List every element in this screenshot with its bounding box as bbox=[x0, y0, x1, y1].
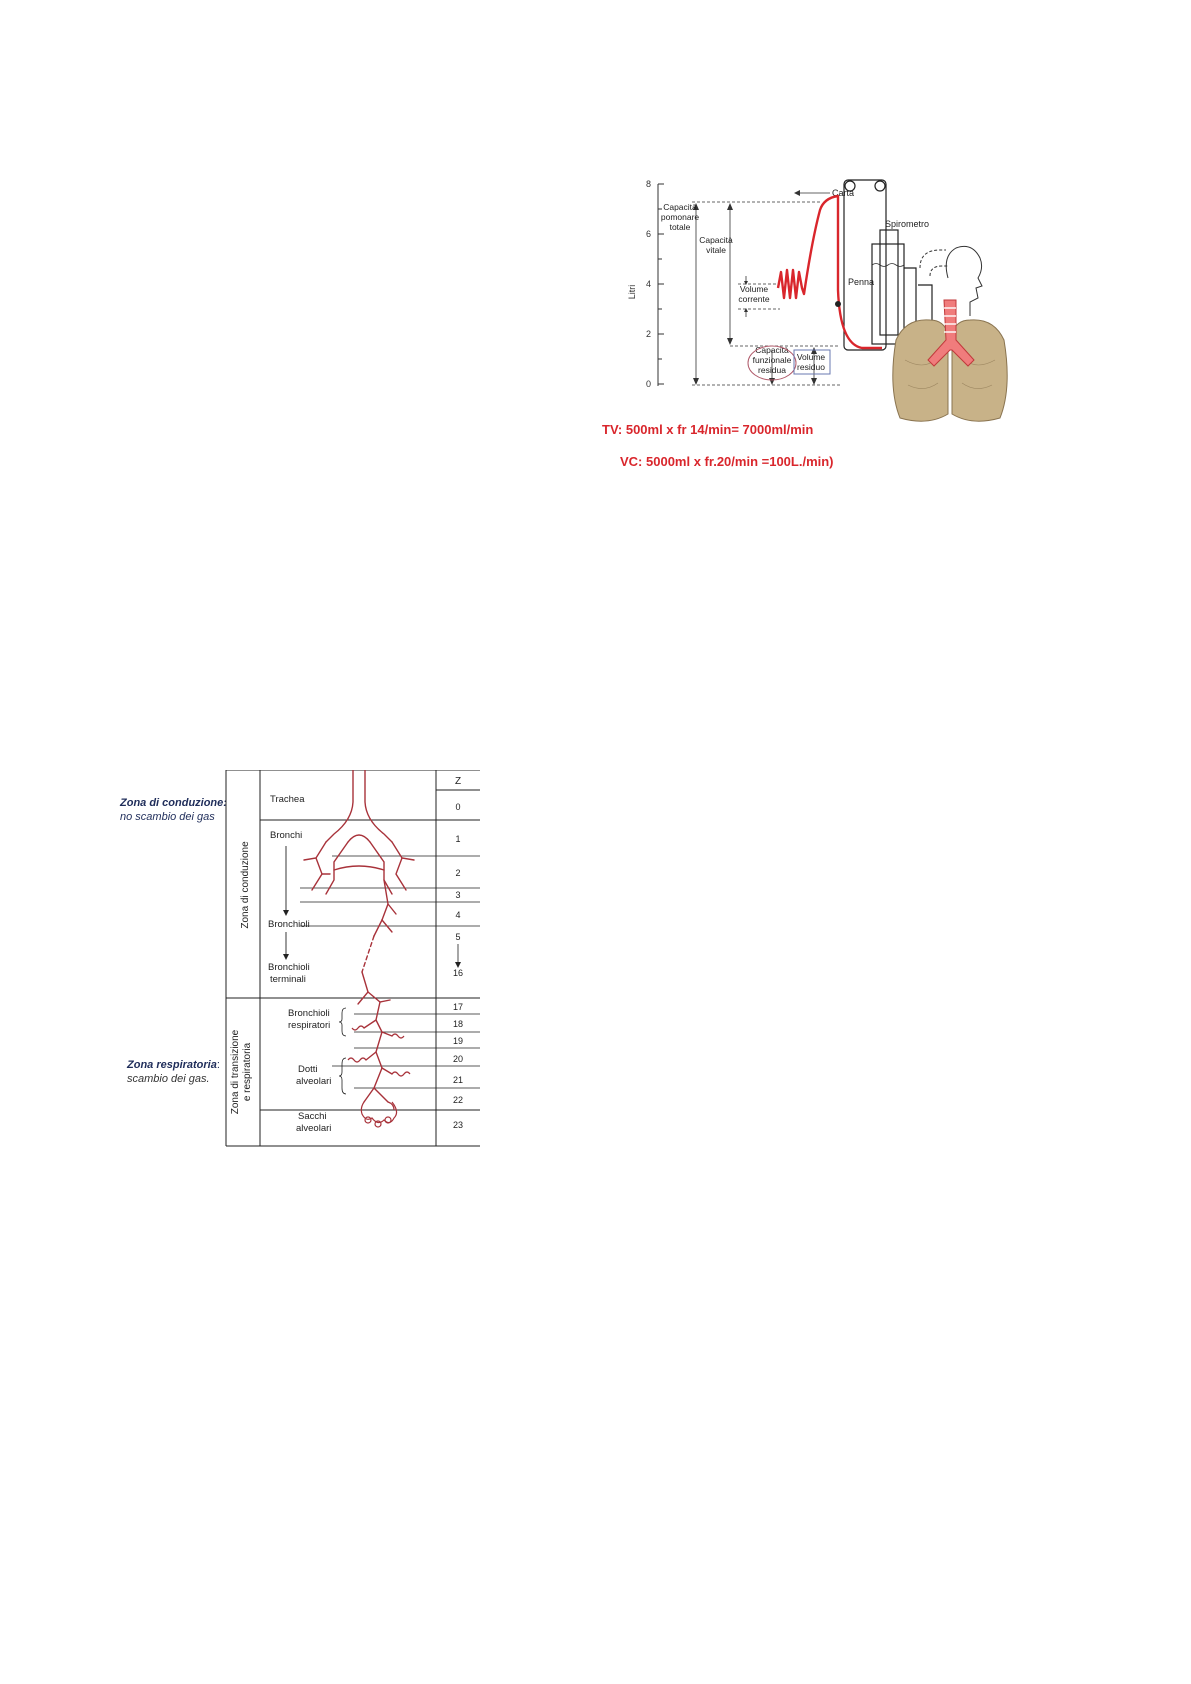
label-vc-1: Volume bbox=[739, 284, 769, 294]
z-23: 23 bbox=[452, 1120, 464, 1130]
label-dotti-2: alveolari bbox=[296, 1076, 332, 1087]
label-cv-2: vitale bbox=[706, 245, 726, 255]
label-cfr-3: residua bbox=[758, 365, 786, 375]
label-cpt-1: Capacità bbox=[663, 202, 697, 212]
label-bronchioli-resp-1: Bronchioli bbox=[288, 1008, 330, 1019]
note-respiratory-title-group bbox=[126, 1059, 220, 1071]
z-16: 16 bbox=[452, 968, 464, 978]
label-arrow-head-1 bbox=[283, 910, 289, 916]
label-sacchi-2: alveolari bbox=[296, 1123, 332, 1134]
label-bronchi: Bronchi bbox=[270, 830, 303, 841]
table-frame bbox=[226, 770, 480, 1146]
zone-conduction-label: Zona di conduzione bbox=[240, 841, 251, 929]
y-tick-labels bbox=[646, 179, 651, 389]
volume-labels bbox=[661, 202, 826, 375]
label-cfr-1: Capacità bbox=[755, 345, 789, 355]
label-penna: Penna bbox=[848, 277, 875, 287]
z-17: 17 bbox=[452, 1002, 464, 1012]
label-cpt-3: totale bbox=[669, 222, 691, 232]
y-tick-2: 2 bbox=[646, 329, 652, 339]
z-18: 18 bbox=[452, 1019, 464, 1029]
z-2: 2 bbox=[455, 868, 461, 878]
braces bbox=[339, 1008, 346, 1094]
label-vr-2: residuo bbox=[797, 362, 825, 372]
z-1: 1 bbox=[455, 834, 461, 844]
label-arrow-head-2 bbox=[283, 954, 289, 960]
label-bronchioli-resp-2: respiratori bbox=[288, 1020, 331, 1031]
label-sacchi-1: Sacchi bbox=[298, 1111, 327, 1122]
z-21: 21 bbox=[452, 1075, 464, 1085]
label-carta: Carta bbox=[832, 188, 855, 198]
note-respiratory-colon: : bbox=[216, 1059, 220, 1071]
water-lines bbox=[872, 264, 904, 267]
label-cv-1: Capacità bbox=[699, 235, 733, 245]
structure-labels bbox=[268, 794, 331, 1134]
z-5: 5 bbox=[455, 932, 461, 942]
zone-transition-label-2: e respiratoria bbox=[242, 1042, 253, 1102]
lungs-illustration bbox=[893, 300, 1007, 421]
formula-vc: VC: 5000ml x fr.20/min =100L./min) bbox=[620, 454, 834, 469]
volume-trace bbox=[778, 196, 882, 348]
y-tick-6: 6 bbox=[646, 229, 652, 239]
label-cfr-2: funzionale bbox=[752, 355, 792, 365]
label-vr-1: Volume bbox=[796, 352, 826, 362]
y-tick-8: 8 bbox=[646, 179, 652, 189]
label-trachea: Trachea bbox=[270, 794, 305, 805]
zone-transition-label-1: Zona di transizione bbox=[230, 1029, 241, 1115]
pen-tip bbox=[835, 301, 841, 307]
label-cpt-2: pomonare bbox=[660, 212, 700, 222]
label-bronchioli-term-2: terminali bbox=[270, 974, 306, 985]
y-tick-4: 4 bbox=[646, 279, 652, 289]
note-respiratory-sub: scambio dei gas. bbox=[127, 1073, 210, 1085]
z-0: 0 bbox=[455, 802, 461, 812]
z-header: Z bbox=[454, 776, 462, 787]
note-conduction-title: Zona di conduzione: bbox=[120, 797, 227, 809]
z-4: 4 bbox=[455, 910, 461, 920]
label-spirometro: Spirometro bbox=[885, 219, 930, 229]
airway-tree-figure bbox=[110, 770, 480, 1150]
z-22: 22 bbox=[452, 1095, 464, 1105]
label-dotti-1: Dotti bbox=[298, 1064, 318, 1075]
y-axis-label: Litri bbox=[627, 284, 637, 300]
note-conduction-sub: no scambio dei gas bbox=[120, 811, 215, 823]
label-vc-2: corrente bbox=[738, 294, 770, 304]
label-bronchioli-term-1: Bronchioli bbox=[268, 962, 310, 973]
y-tick-0: 0 bbox=[646, 379, 652, 389]
z-20: 20 bbox=[452, 1054, 464, 1064]
z-19: 19 bbox=[452, 1036, 464, 1046]
note-respiratory-title: Zona respiratoria bbox=[127, 1059, 217, 1071]
spirogram-figure bbox=[600, 170, 1070, 450]
z-3: 3 bbox=[455, 890, 461, 900]
formula-tv: TV: 500ml x fr 14/min= 7000ml/min bbox=[602, 422, 814, 437]
label-bronchioli: Bronchioli bbox=[268, 919, 310, 930]
carta-arrow-head bbox=[794, 190, 800, 196]
